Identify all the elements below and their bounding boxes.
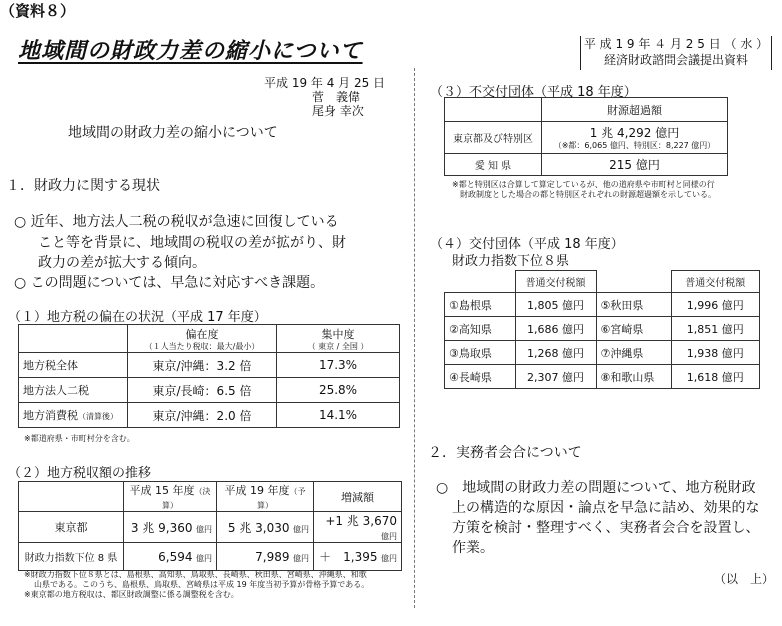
table-row <box>19 512 402 543</box>
row-fy15-value: 3 兆 9,360 <box>130 520 193 535</box>
row-name: 地方法人二税 <box>19 378 128 403</box>
table-row <box>445 341 760 365</box>
grant-table <box>444 270 760 389</box>
header-bias-sub: （１人当たり税収：最大/最小） <box>144 341 260 351</box>
row-surplus-detail: （※都：6,065 億円、特別区：8,227 億円） <box>553 141 716 150</box>
row-name-cell <box>19 403 128 428</box>
header-bias <box>128 325 277 353</box>
row-fy19-unit: 億円 <box>293 553 309 563</box>
row-bias: 東京/長崎：6.5 倍 <box>128 378 277 403</box>
grant-value: 1,851 億円 <box>671 317 760 341</box>
header-fy15-sub: （決算） <box>162 487 211 510</box>
header-grant-1: 普通交付税額 <box>515 271 596 293</box>
row-fy15-unit: 億円 <box>196 553 212 563</box>
row-name-sub: （清算後） <box>78 412 118 421</box>
table2-caption: （２）地方税収額の推移 <box>8 466 152 481</box>
row-fy19-unit: 億円 <box>293 524 309 534</box>
grant-value: 2,307 億円 <box>515 365 596 389</box>
prefecture-name: ⑤秋田県 <box>596 293 671 317</box>
grant-value: 1,996 億円 <box>671 293 760 317</box>
table2-note-2: 山県である。このうち、島根県、鳥取県、宮崎県は平成 19 年度当初予算が骨格予算である。 <box>34 580 370 589</box>
tax-revenue-table <box>18 481 402 571</box>
prefecture-name: ②高知県 <box>445 317 516 341</box>
row-fy15-unit: 億円 <box>196 524 212 534</box>
table2-note-3: ※東京都の地方税収は、都区財政調整に係る調整税を含む。 <box>24 590 239 599</box>
header-fy19 <box>217 482 314 512</box>
table-row <box>19 353 400 378</box>
row-fy19-value: 5 兆 3,030 <box>227 520 290 535</box>
bullet-1-line-2: こと等を背景に、地域間の税収の差が拡がり、財 <box>38 235 346 251</box>
prefecture-name: ⑥宮崎県 <box>596 317 671 341</box>
doc-date: 平成 19 年 4 月 25 日 <box>264 76 386 90</box>
table-row <box>19 543 402 571</box>
table3-caption: （３）不交付団体（平成 18 年度） <box>430 85 637 100</box>
para-line-2: 上の構造的な原因・論点を早急に詰め、効果的な <box>452 500 760 516</box>
table3-note-2: 財政制度とした場合の都と特別区それぞれの財源超過額を示している。 <box>460 190 716 199</box>
para-line-1: ○ 地域間の財政力差の問題について、地方税財政 <box>436 480 756 496</box>
header-concentration-sub: （ 東京 / 全国 ） <box>307 341 369 351</box>
table2-note-1: ※財政力指数下位８県とは、島根県、高知県、鳥取県、長崎県、秋田県、宮崎県、沖縄県、和歌 <box>24 570 367 579</box>
table-row <box>445 317 760 341</box>
table-row <box>445 293 760 317</box>
document-label: （資料８） <box>0 2 76 20</box>
header-fy15 <box>124 482 217 512</box>
table4-caption: （４）交付団体（平成 18 年度） <box>430 237 624 252</box>
table-row <box>445 122 728 154</box>
table1-caption: （１）地方税の偏在の状況（平成 17 年度） <box>8 310 267 325</box>
row-surplus-value: 1 兆 4,292 億円 <box>589 126 680 140</box>
header-blank <box>19 325 128 353</box>
grant-value: 1,805 億円 <box>515 293 596 317</box>
table-row <box>445 154 728 176</box>
header-concentration <box>277 325 400 353</box>
header-fy15-label: 平成 15 年度 <box>129 484 195 497</box>
row-bias: 東京/沖縄：3.2 倍 <box>128 353 277 378</box>
table-row <box>19 378 400 403</box>
header-concentration-label: 集中度 <box>321 327 355 341</box>
para-line-3: 方策を検討・整理すべく、実務者会合を設置し、 <box>452 520 760 536</box>
table3-note-1: ※都と特別区は合算して算定しているが、他の道府県や市町村と同様の行 <box>452 180 715 189</box>
grant-value: 1,686 億円 <box>515 317 596 341</box>
row-surplus <box>542 122 728 154</box>
prefecture-name: ①島根県 <box>445 293 516 317</box>
row-change-unit: 億円 <box>381 554 397 563</box>
meta-source: 経済財政諮問会議提出資料 <box>603 53 748 67</box>
row-concentration: 25.8% <box>277 378 400 403</box>
row-name: 東京都及び特別区 <box>445 122 542 154</box>
row-name: 愛 知 県 <box>445 154 542 176</box>
header-blank <box>445 271 516 293</box>
row-name: 東京都 <box>19 512 124 543</box>
row-change <box>314 512 402 543</box>
closing-mark: （以 上） <box>714 572 775 586</box>
row-bias: 東京/沖縄：2.0 倍 <box>128 403 277 428</box>
row-surplus: 215 億円 <box>542 154 728 176</box>
table1-note: ※都道府県・市町村分を含む。 <box>24 434 135 443</box>
bullet-1-line-1: ○ 近年、地方法人二税の税収が急速に回復している <box>14 214 339 230</box>
row-change-unit: 億円 <box>381 532 397 541</box>
row-name: 地方消費税 <box>23 409 78 422</box>
author-2: 尾身 幸次 <box>312 104 364 118</box>
header-blank <box>445 98 542 122</box>
header-grant-2: 普通交付税額 <box>671 271 760 293</box>
header-change: 増減額 <box>314 482 402 512</box>
row-fy19-value: 7,989 <box>255 549 290 564</box>
row-name: 財政力指数下位 8 県 <box>19 543 124 571</box>
row-fy15 <box>124 512 217 543</box>
row-concentration: 14.1% <box>277 403 400 428</box>
row-change-value: +1 兆 3,670 <box>325 514 397 528</box>
section-1-heading: １．財政力に関する現状 <box>6 178 160 194</box>
header-bias-label: 偏在度 <box>185 327 219 341</box>
header-fy19-label: 平成 19 年度 <box>224 484 290 497</box>
header-fy19-sub: （予算） <box>257 487 306 510</box>
para-line-4: 作業。 <box>452 540 494 556</box>
prefecture-name: ④長崎県 <box>445 365 516 389</box>
row-fy15-value: 6,594 <box>158 549 193 564</box>
bullet-1-line-3: 政力の差が拡大する傾向。 <box>38 255 206 271</box>
header-surplus: 財源超過額 <box>542 98 728 122</box>
section-2-heading: ２．実務者会合について <box>428 445 582 461</box>
column-divider <box>414 68 415 608</box>
non-grant-table <box>444 97 728 176</box>
row-fy19 <box>217 543 314 571</box>
row-fy19 <box>217 512 314 543</box>
row-name: 地方税全体 <box>19 353 128 378</box>
table-row <box>445 365 760 389</box>
prefecture-name: ⑦沖縄県 <box>596 341 671 365</box>
header-blank <box>19 482 124 512</box>
row-change-value: ＋ 1,395 <box>319 550 378 564</box>
page-title: 地域間の財政力差の縮小について <box>18 39 363 64</box>
meta-box <box>580 36 772 70</box>
row-concentration: 17.3% <box>277 353 400 378</box>
row-change <box>314 543 402 571</box>
prefecture-name: ③鳥取県 <box>445 341 516 365</box>
grant-value: 1,618 億円 <box>671 365 760 389</box>
grant-value: 1,268 億円 <box>515 341 596 365</box>
author-1: 菅 義偉 <box>312 90 361 104</box>
tax-disparity-table <box>18 324 400 428</box>
meta-date: 平 成 1 9 年 ４ 月 2 5 日 （ 水 ） <box>583 37 769 51</box>
row-fy15 <box>124 543 217 571</box>
bullet-2: ○ この問題については、早急に対応すべき課題。 <box>14 275 325 291</box>
header-blank <box>596 271 671 293</box>
prefecture-name: ⑧和歌山県 <box>596 365 671 389</box>
table4-subcaption: 財政力指数下位８県 <box>452 254 570 269</box>
doc-title: 地域間の財政力差の縮小について <box>68 125 278 141</box>
grant-value: 1,938 億円 <box>671 341 760 365</box>
table-row <box>19 403 400 428</box>
